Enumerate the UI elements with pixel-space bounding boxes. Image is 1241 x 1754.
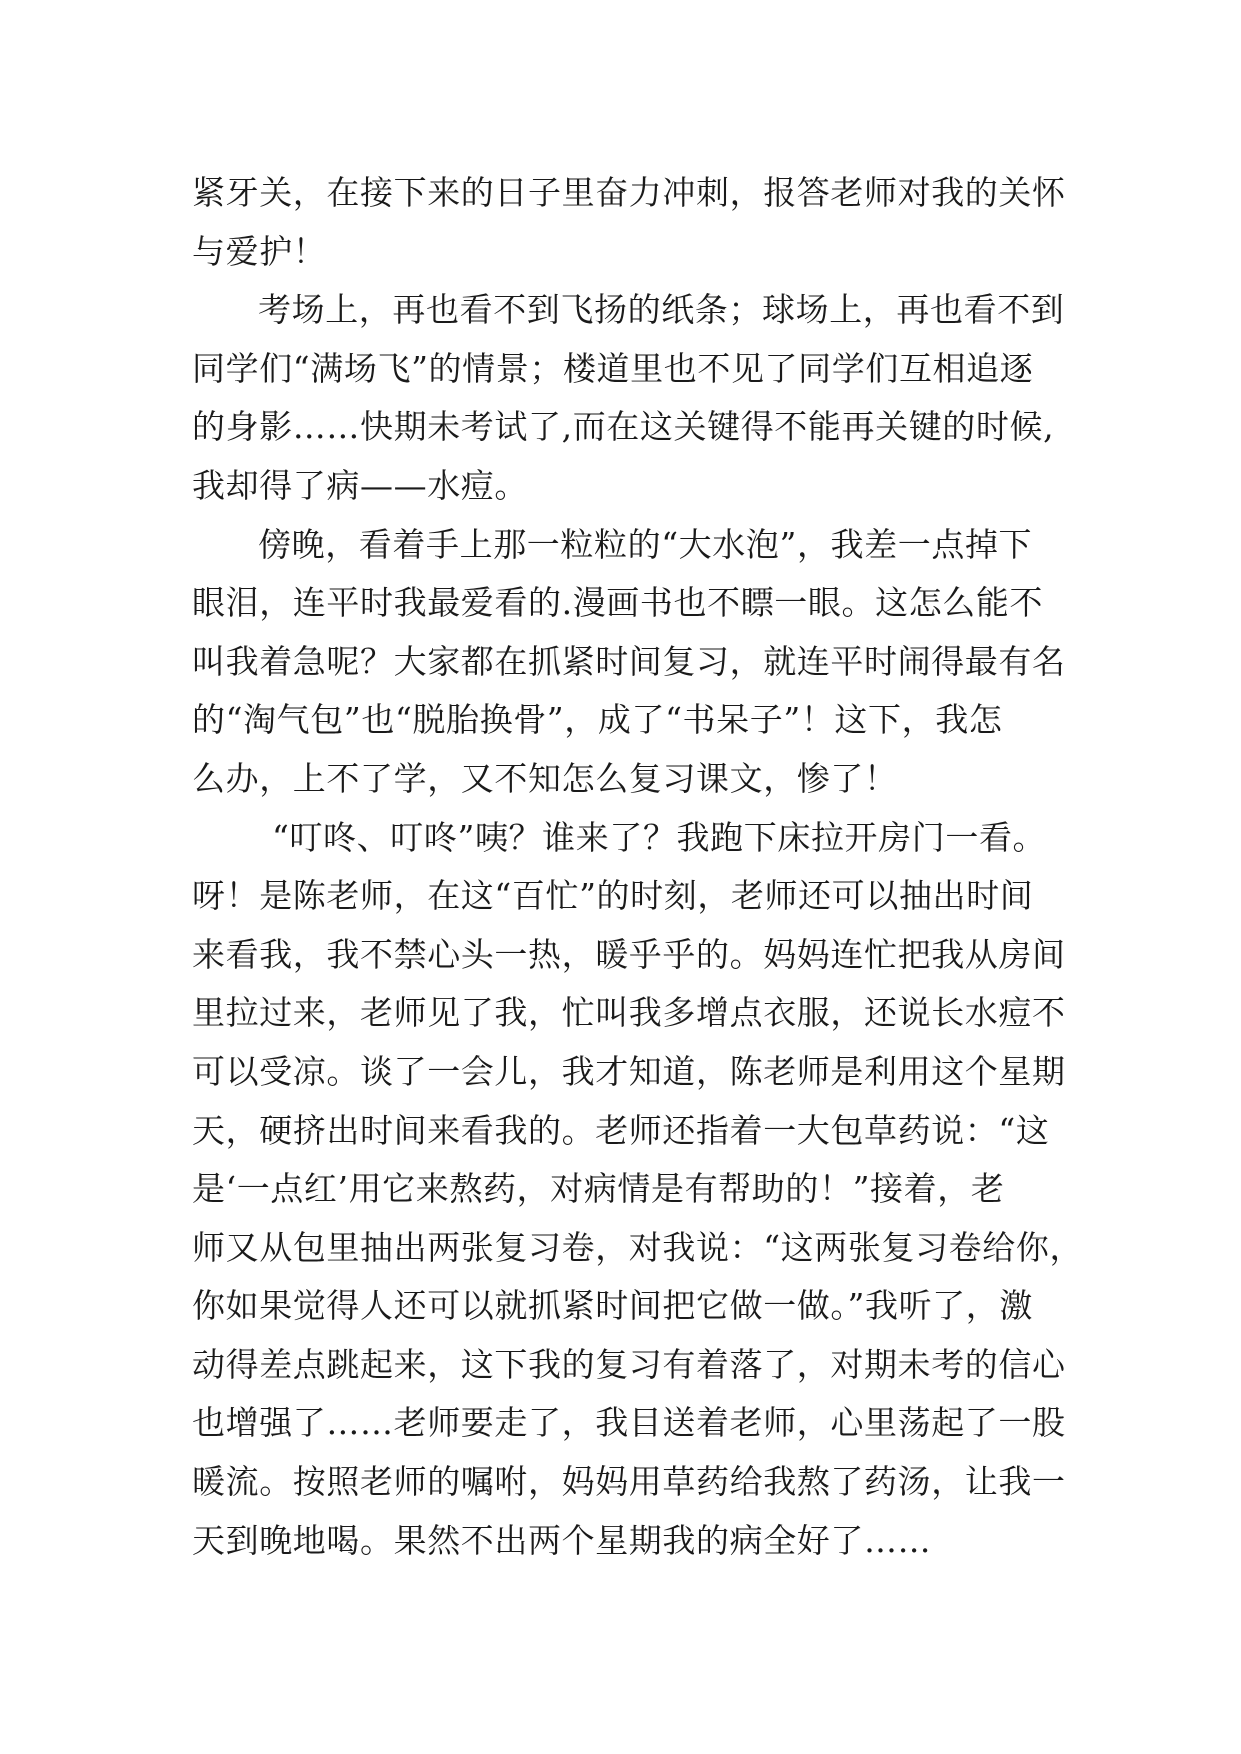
- text-line: 也增强了……老师要走了，我目送着老师，心里荡起了一股: [192, 1403, 1066, 1443]
- text-line: 的身影……快期未考试了,而在这关键得不能再关键的时候,: [192, 407, 1055, 447]
- paragraph-4: [192, 809, 1084, 1571]
- text-line: 呀！是陈老师，在这“百忙”的时刻，老师还可以抽出时间: [192, 876, 1034, 916]
- text-line: 师又从包里抽出两张复习卷，对我说：“这两张复习卷给你，: [192, 1227, 1084, 1267]
- text-line: 是‘一点红’用它来熬药，对病情是有帮助的！”接着，老: [192, 1169, 1005, 1209]
- text-line: 你如果觉得人还可以就抓紧时间把它做一做。”我听了，激: [192, 1286, 1033, 1326]
- text-line: 同学们“满场飞”的情景；楼道里也不见了同学们互相追逐: [192, 348, 1034, 388]
- text-line: 里拉过来，老师见了我，忙叫我多增点衣服，还说长水痘不: [192, 993, 1066, 1033]
- text-line: 么办，上不了学，又不知怎么复习课文，惨了！: [192, 758, 898, 798]
- text-line: 暖流。按照老师的嘱咐，妈妈用草药给我熬了药汤，让我一: [192, 1462, 1066, 1502]
- text-line: 天，硬挤出时间来看我的。老师还指着一大包草药说：“这: [192, 1110, 1050, 1150]
- paragraph-3: [192, 516, 1066, 809]
- text-line: 我却得了病——水痘。: [192, 465, 528, 505]
- paragraph-1: [192, 164, 1066, 281]
- document-body: [192, 164, 1084, 1570]
- text-line: 的“淘气包”也“脱胎换骨”，成了“书呆子”！这下，我怎: [192, 700, 1003, 740]
- text-line: “叮咚、叮咚”咦？谁来了？我跑下床拉开房门一看。: [272, 817, 1047, 857]
- text-line: 考场上，再也看不到飞扬的纸条；球场上，再也看不到: [258, 290, 1065, 330]
- text-line: 叫我着急呢？大家都在抓紧时间复习，就连平时闹得最有名: [192, 641, 1066, 681]
- text-line: 来看我，我不禁心头一热，暖乎乎的。妈妈连忙把我从房间: [192, 934, 1066, 974]
- text-line: 紧牙关，在接下来的日子里奋力冲刺，报答老师对我的关怀: [192, 173, 1066, 212]
- text-line: 动得差点跳起来，这下我的复习有着落了，对期未考的信心: [192, 1344, 1066, 1384]
- text-line: 天到晚地喝。果然不出两个星期我的病全好了……: [192, 1520, 932, 1560]
- paragraph-2: [192, 281, 1065, 515]
- text-line: 傍晚，看着手上那一粒粒的“大水泡”，我差一点掉下: [258, 524, 1033, 564]
- text-line: 与爱护！: [192, 231, 327, 271]
- text-line: 可以受凉。谈了一会儿，我才知道，陈老师是利用这个星期: [192, 1051, 1066, 1091]
- text-line: 眼泪，连平时我最爱看的.漫画书也不瞟一眼。这怎么能不: [192, 583, 1044, 623]
